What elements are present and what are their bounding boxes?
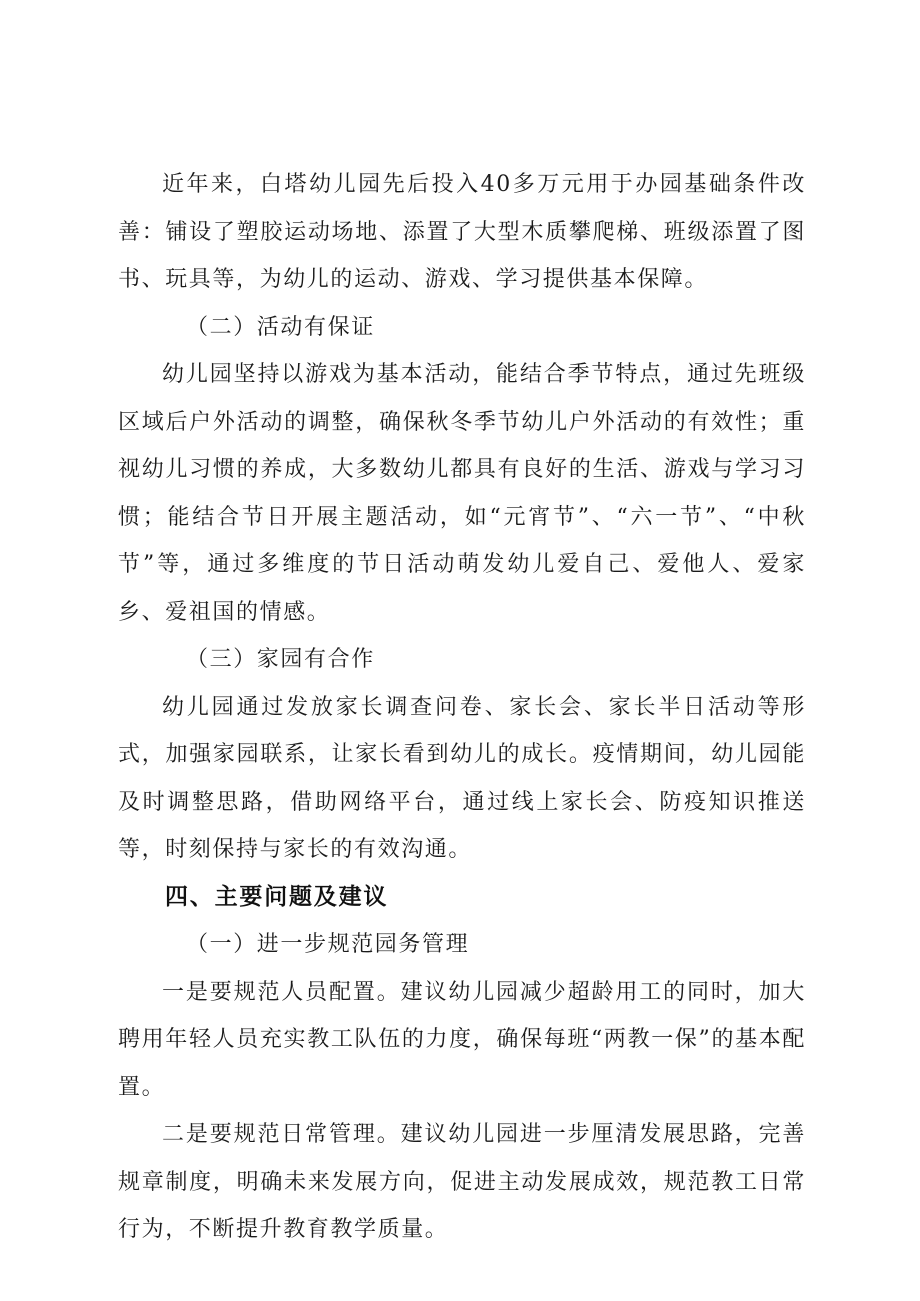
section-heading-problems: 四、主要问题及建议 <box>165 883 389 910</box>
para-staffing: 一是要规范人员配置。建议幼儿园减少超龄用工的同时，加大聘用年轻人员充实教工队伍的力度，确保每班“两教一保”的基本配置。 <box>118 979 806 1100</box>
subheading-activities: （二）活动有保证 <box>186 314 375 340</box>
subheading-management: （一）进一步规范园务管理 <box>186 932 470 957</box>
para-home-cooperation: 幼儿园通过发放家长调查问卷、家长会、家长半日活动等形式，加强家园联系，让家长看到幼儿的成长。疫情期间，幼儿园能及时调整思路，借助网络平台，通过线上家长会、防疫知识推送等，时刻保持与家长的有效沟通。 <box>118 694 806 862</box>
para-activities: 幼儿园坚持以游戏为基本活动，能结合季节特点，通过先班级区域后户外活动的调整，确保秋冬季节幼儿户外活动的有效性；重视幼儿习惯的养成，大多数幼儿都具有良好的生活、游戏与学习习惯；能结合节日开展主题活动，如“元宵节”、“六一节”、“中秋节”等，通过多维度的节日活动萌发幼儿爱自己、爱他人、爱家乡、爱祖国的情感。 <box>118 362 806 625</box>
document-body <box>118 161 806 1254</box>
para-daily-management: 二是要规范日常管理。建议幼儿园进一步厘清发展思路，完善规章制度，明确未来发展方向，促进主动发展成效，规范教工日常行为，不断提升教育教学质量。 <box>118 1122 806 1242</box>
para-facility-investment: 近年来，白塔幼儿园先后投入40多万元用于办园基础条件改善：铺设了塑胶运动场地、添置了大型木质攀爬梯、班级添置了图书、玩具等，为幼儿的运动、游戏、学习提供基本保障。 <box>118 172 806 292</box>
subheading-home-cooperation: （三）家园有合作 <box>186 647 375 672</box>
